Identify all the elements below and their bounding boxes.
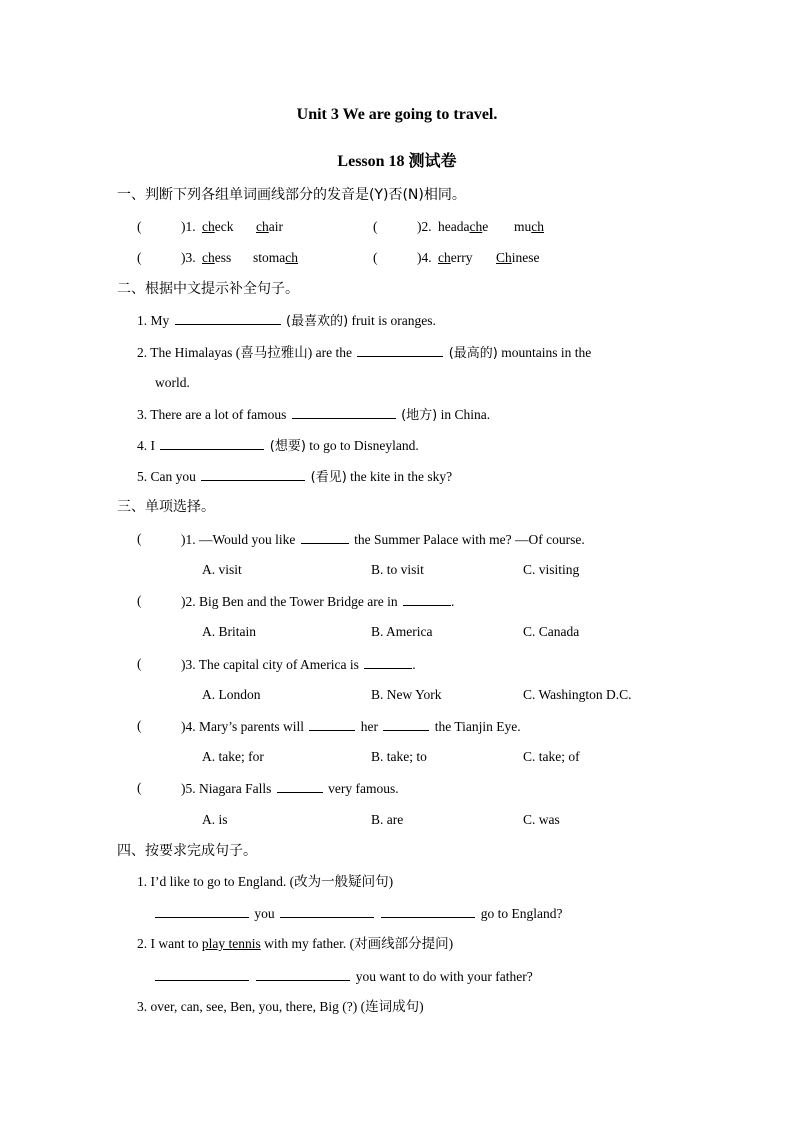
- s3-q2-stem: )2. Big Ben and the Tower Bridge are in .: [181, 591, 454, 612]
- s1-q3-word2: stomach: [253, 250, 298, 265]
- answer-blank[interactable]: [201, 466, 305, 481]
- answer-blank[interactable]: [280, 903, 374, 918]
- answer-blank[interactable]: [155, 966, 249, 981]
- s1-q4-paren: (: [373, 250, 378, 265]
- answer-blank[interactable]: [383, 716, 429, 731]
- section3-heading: 三、单项选择。: [117, 499, 215, 515]
- s3-q5-option-c: C. was: [523, 812, 560, 827]
- s3-q3-paren: (: [137, 656, 142, 671]
- page-title: Unit 3 We are going to travel.: [296, 106, 498, 123]
- answer-blank[interactable]: [364, 654, 412, 669]
- s3-q5-paren: (: [137, 780, 142, 795]
- s2-q4: 4. I (想要) to go to Disneyland.: [137, 435, 419, 457]
- s3-q3-option-c: C. Washington D.C.: [523, 687, 632, 702]
- s3-q5-option-b: B. are: [371, 812, 404, 827]
- s1-q3-num: )3.: [181, 250, 196, 265]
- s4-q1: 1. I’d like to go to England. (改为一般疑问句): [137, 874, 394, 889]
- s1-q4-word2: Chinese: [496, 250, 540, 265]
- s1-q2-word1: headache: [438, 219, 489, 234]
- s3-q4-option-a: A. take; for: [202, 749, 264, 764]
- answer-blank[interactable]: [175, 310, 281, 325]
- s1-q4-num: )4.: [417, 250, 432, 265]
- underlined-phrase: play tennis: [201, 936, 261, 951]
- s4-q2: 2. I want to play tennis with my father. (对画线部分提问): [137, 936, 454, 951]
- answer-blank[interactable]: [381, 903, 475, 918]
- s1-q3-paren: (: [137, 250, 142, 265]
- s1-q3-word1: chess: [202, 250, 232, 265]
- s2-q2-cont: world.: [155, 375, 190, 390]
- answer-blank[interactable]: [292, 404, 396, 419]
- s1-q1-word1: check: [202, 219, 234, 234]
- s3-q5-option-a: A. is: [202, 812, 228, 827]
- s4-q3: 3. over, can, see, Ben, you, there, Big (?) (连词成句): [137, 999, 424, 1014]
- s3-q4-paren: (: [137, 718, 142, 733]
- s2-q2: 2. The Himalayas (喜马拉雅山) are the (最高的) mountains in the: [137, 342, 591, 364]
- answer-blank[interactable]: [403, 591, 451, 606]
- s3-q4-option-c: C. take; of: [523, 749, 580, 764]
- s1-q2-word2: much: [514, 219, 545, 234]
- s3-q1-option-c: C. visiting: [523, 562, 580, 577]
- s2-q3: 3. There are a lot of famous (地方) in China.: [137, 404, 490, 426]
- section4-heading: 四、按要求完成句子。: [117, 843, 257, 859]
- s4-q1-answer: you go to England?: [155, 903, 562, 924]
- s4-q2-answer: you want to do with your father?: [155, 966, 533, 987]
- section2-heading: 二、根据中文提示补全句子。: [117, 281, 299, 297]
- s3-q3-option-a: A. London: [202, 687, 261, 702]
- answer-blank[interactable]: [301, 529, 349, 544]
- answer-blank[interactable]: [256, 966, 350, 981]
- s2-q1: 1. My (最喜欢的) fruit is oranges.: [137, 310, 436, 332]
- s3-q1-option-b: B. to visit: [371, 562, 424, 577]
- s3-q1-paren: (: [137, 531, 142, 546]
- s1-q1-paren: (: [137, 219, 142, 234]
- s3-q3-option-b: B. New York: [371, 687, 442, 702]
- s3-q1-option-a: A. visit: [202, 562, 242, 577]
- answer-blank[interactable]: [277, 778, 323, 793]
- s3-q2-option-a: A. Britain: [202, 624, 256, 639]
- s3-q5-stem: )5. Niagara Falls very famous.: [181, 778, 399, 799]
- s3-q3-stem: )3. The capital city of America is .: [181, 654, 416, 675]
- answer-blank[interactable]: [309, 716, 355, 731]
- s1-q1-word2: chair: [256, 219, 283, 234]
- s3-q1-stem: )1. —Would you like the Summer Palace with me? —Of course.: [181, 529, 585, 550]
- s3-q4-option-b: B. take; to: [371, 749, 427, 764]
- s3-q4-stem: )4. Mary’s parents will her the Tianjin Eye.: [181, 716, 521, 737]
- section1-heading: 一、判断下列各组单词画线部分的发音是(Y)否(N)相同。: [117, 187, 466, 203]
- answer-blank[interactable]: [160, 435, 264, 450]
- page-subtitle: Lesson 18 测试卷: [337, 153, 457, 170]
- s3-q2-option-c: C. Canada: [523, 624, 580, 639]
- s1-q2-num: )2.: [417, 219, 432, 234]
- s3-q2-option-b: B. America: [371, 624, 433, 639]
- s1-q2-paren: (: [373, 219, 378, 234]
- s1-q4-word1: cherry: [438, 250, 473, 265]
- s1-q1-num: )1.: [181, 219, 196, 234]
- s3-q2-paren: (: [137, 593, 142, 608]
- s2-q5: 5. Can you (看见) the kite in the sky?: [137, 466, 452, 488]
- answer-blank[interactable]: [155, 903, 249, 918]
- answer-blank[interactable]: [357, 342, 443, 357]
